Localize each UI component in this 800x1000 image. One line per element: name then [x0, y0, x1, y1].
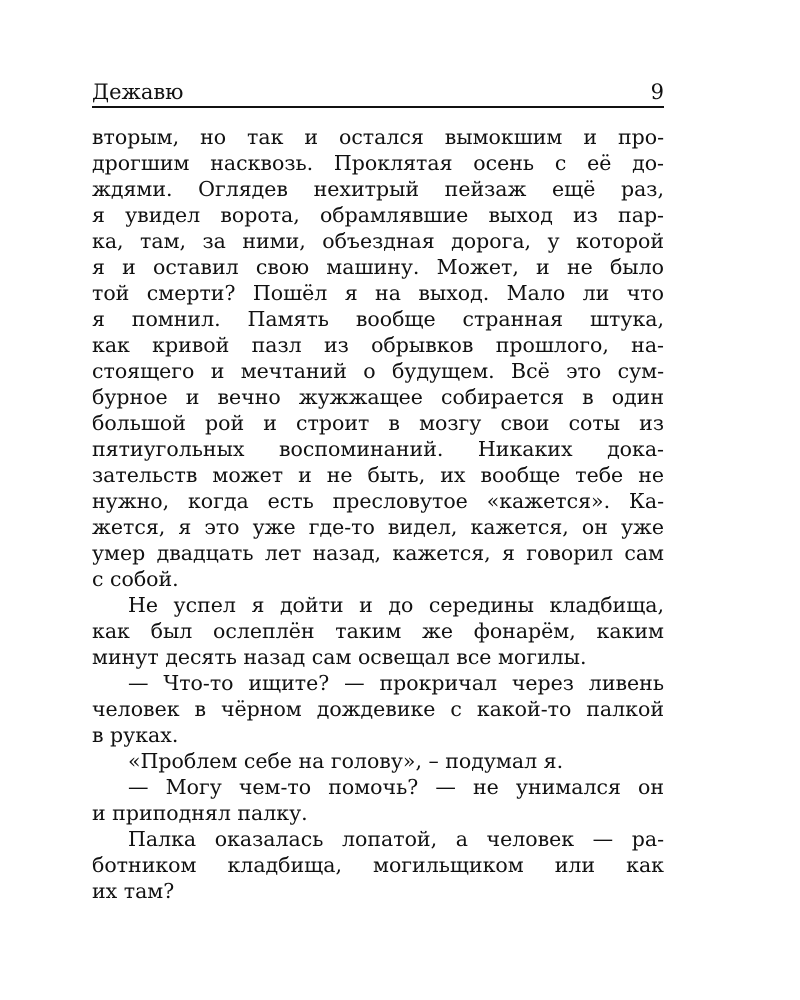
text-line: как кривой пазл из обрывков прошлого, на-: [92, 333, 664, 357]
text-line: дрогшим насквозь. Проклятая осень с её до-: [92, 151, 664, 175]
text-line: пятиугольных воспоминаний. Никаких дока-: [92, 437, 664, 461]
text-line: их там?: [92, 879, 175, 903]
text-line: зательств может и не быть, их вообще тебе не: [92, 463, 664, 487]
text-line: ка, там, за ними, объездная дорога, у которой: [92, 229, 664, 253]
text-line: — Могу чем-то помочь? — не унимался он: [128, 775, 664, 799]
text-line: в руках.: [92, 723, 179, 747]
body-text: [92, 124, 664, 904]
running-title: Дежавю: [92, 80, 184, 104]
text-line: бурное и вечно жужжащее собирается в один: [92, 385, 664, 409]
text-line: той смерти? Пошёл я на выход. Мало ли что: [92, 281, 664, 305]
text-line: большой рой и строит в мозгу свои соты из: [92, 411, 664, 435]
text-line: Не успел я дойти и до середины кладбища,: [128, 593, 664, 617]
text-line: стоящего и мечтаний о будущем. Всё это сум-: [92, 359, 664, 383]
text-line: «Проблем себе на голову», – подумал я.: [128, 749, 564, 773]
text-line: ждями. Оглядев нехитрый пейзаж ещё раз,: [92, 177, 664, 201]
text-line: минут десять назад сам освещал все могилы.: [92, 645, 587, 669]
text-line: я увидел ворота, обрамлявшие выход из пар-: [92, 203, 664, 227]
text-line: человек в чёрном дождевике с какой-то палкой: [92, 697, 664, 721]
text-line: и приподнял палку.: [92, 801, 308, 825]
text-line: нужно, когда есть пресловутое «кажется». Ка-: [92, 489, 664, 513]
text-line: как был ослеплён таким же фонарём, каким: [92, 619, 664, 643]
text-line: умер двадцать лет назад, кажется, я говорил сам: [92, 541, 664, 565]
running-header: [92, 80, 664, 108]
text-line: вторым, но так и остался вымокшим и про-: [92, 125, 664, 149]
text-line: ботником кладбища, могильщиком или как: [92, 853, 664, 877]
text-line: жется, я это уже где-то видел, кажется, он уже: [92, 515, 664, 539]
text-line: я и оставил свою машину. Может, и не было: [92, 255, 664, 279]
text-line: — Что-то ищите? — прокричал через ливень: [128, 671, 664, 695]
text-line: с собой.: [92, 567, 179, 591]
text-line: Палка оказалась лопатой, а человек — ра-: [128, 827, 664, 851]
page-number: 9: [650, 80, 664, 104]
text-line: я помнил. Память вообще странная штука,: [92, 307, 664, 331]
